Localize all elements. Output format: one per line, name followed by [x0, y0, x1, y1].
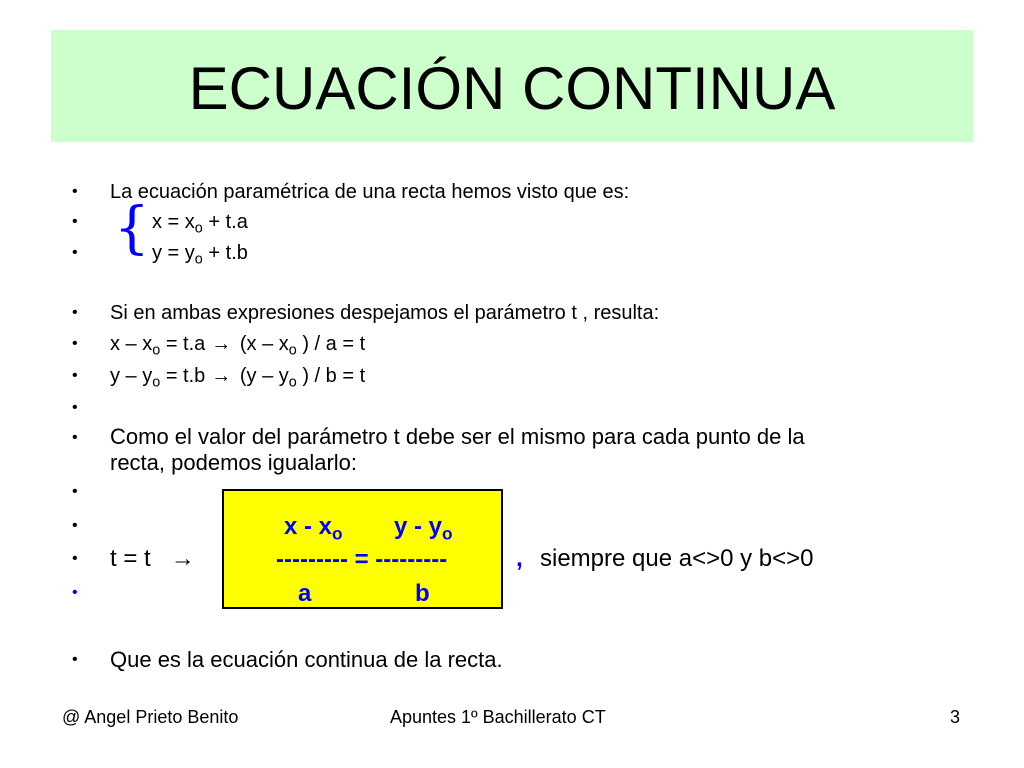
- clear-x-equation: $x - x_o = t.a \to (x - x_o$ ) / a = t: [110, 333, 366, 359]
- footer-author: @ Angel Prieto Benito: [62, 707, 239, 727]
- conclusion-text: Que es la ecuación continua de la recta.: [110, 647, 503, 672]
- bullet: •: [72, 550, 78, 567]
- t-equals-line: t = t →: [110, 545, 195, 572]
- denominator-a: a: [298, 580, 312, 607]
- denominator-b: b: [415, 580, 430, 607]
- bullet: •: [72, 584, 78, 601]
- slide-title: ECUACIÓN CONTINUA: [188, 55, 836, 122]
- compare-text-line-1: Como el valor del parámetro t debe ser el mismo para cada punto de la: [110, 424, 805, 449]
- formula-box: [222, 489, 503, 609]
- bullet: •: [72, 651, 78, 668]
- parametric-y-equation: $y = y_o + t.b$: [152, 242, 248, 268]
- bullet: •: [72, 213, 78, 230]
- arrow-right-icon: →: [211, 365, 232, 387]
- bullet: •: [72, 335, 78, 352]
- bullet: •: [72, 483, 78, 500]
- bullet: •: [72, 304, 78, 321]
- arrow-right-icon: →: [211, 333, 232, 355]
- footer-course: Apuntes 1º Bachillerato CT: [390, 707, 606, 727]
- brace-icon: {: [114, 196, 150, 261]
- clear-parameter-text: Si en ambas expresiones despejamos el parámetro t , resulta:: [110, 302, 660, 324]
- bullet: •: [72, 244, 78, 261]
- arrow-right-icon: →: [170, 545, 195, 572]
- numerator-y: y - $y_o$: [394, 513, 453, 544]
- bullet: •: [72, 517, 78, 534]
- bullet: •: [72, 183, 78, 200]
- bullet: •: [72, 399, 78, 416]
- compare-text-line-2: recta, podemos igualarlo:: [110, 450, 358, 475]
- bullet: •: [72, 429, 78, 446]
- parametric-x-equation: $x = x_o + t.a$: [152, 211, 248, 237]
- title-band: [51, 30, 973, 142]
- condition-text: siempre que a<>0 y b<>0: [540, 545, 814, 572]
- comma: ,: [516, 545, 523, 572]
- bullet: •: [72, 367, 78, 384]
- numerator-x: x - $x_o$: [284, 513, 343, 544]
- fraction-line: --------- = ---------: [276, 546, 448, 573]
- clear-y-equation: $y - y_o = t.b \to (y - y_o$ ) / b = t: [110, 365, 366, 391]
- footer-page-number: 3: [950, 707, 961, 727]
- intro-text: La ecuación paramétrica de una recta hemos visto que es:: [110, 181, 630, 203]
